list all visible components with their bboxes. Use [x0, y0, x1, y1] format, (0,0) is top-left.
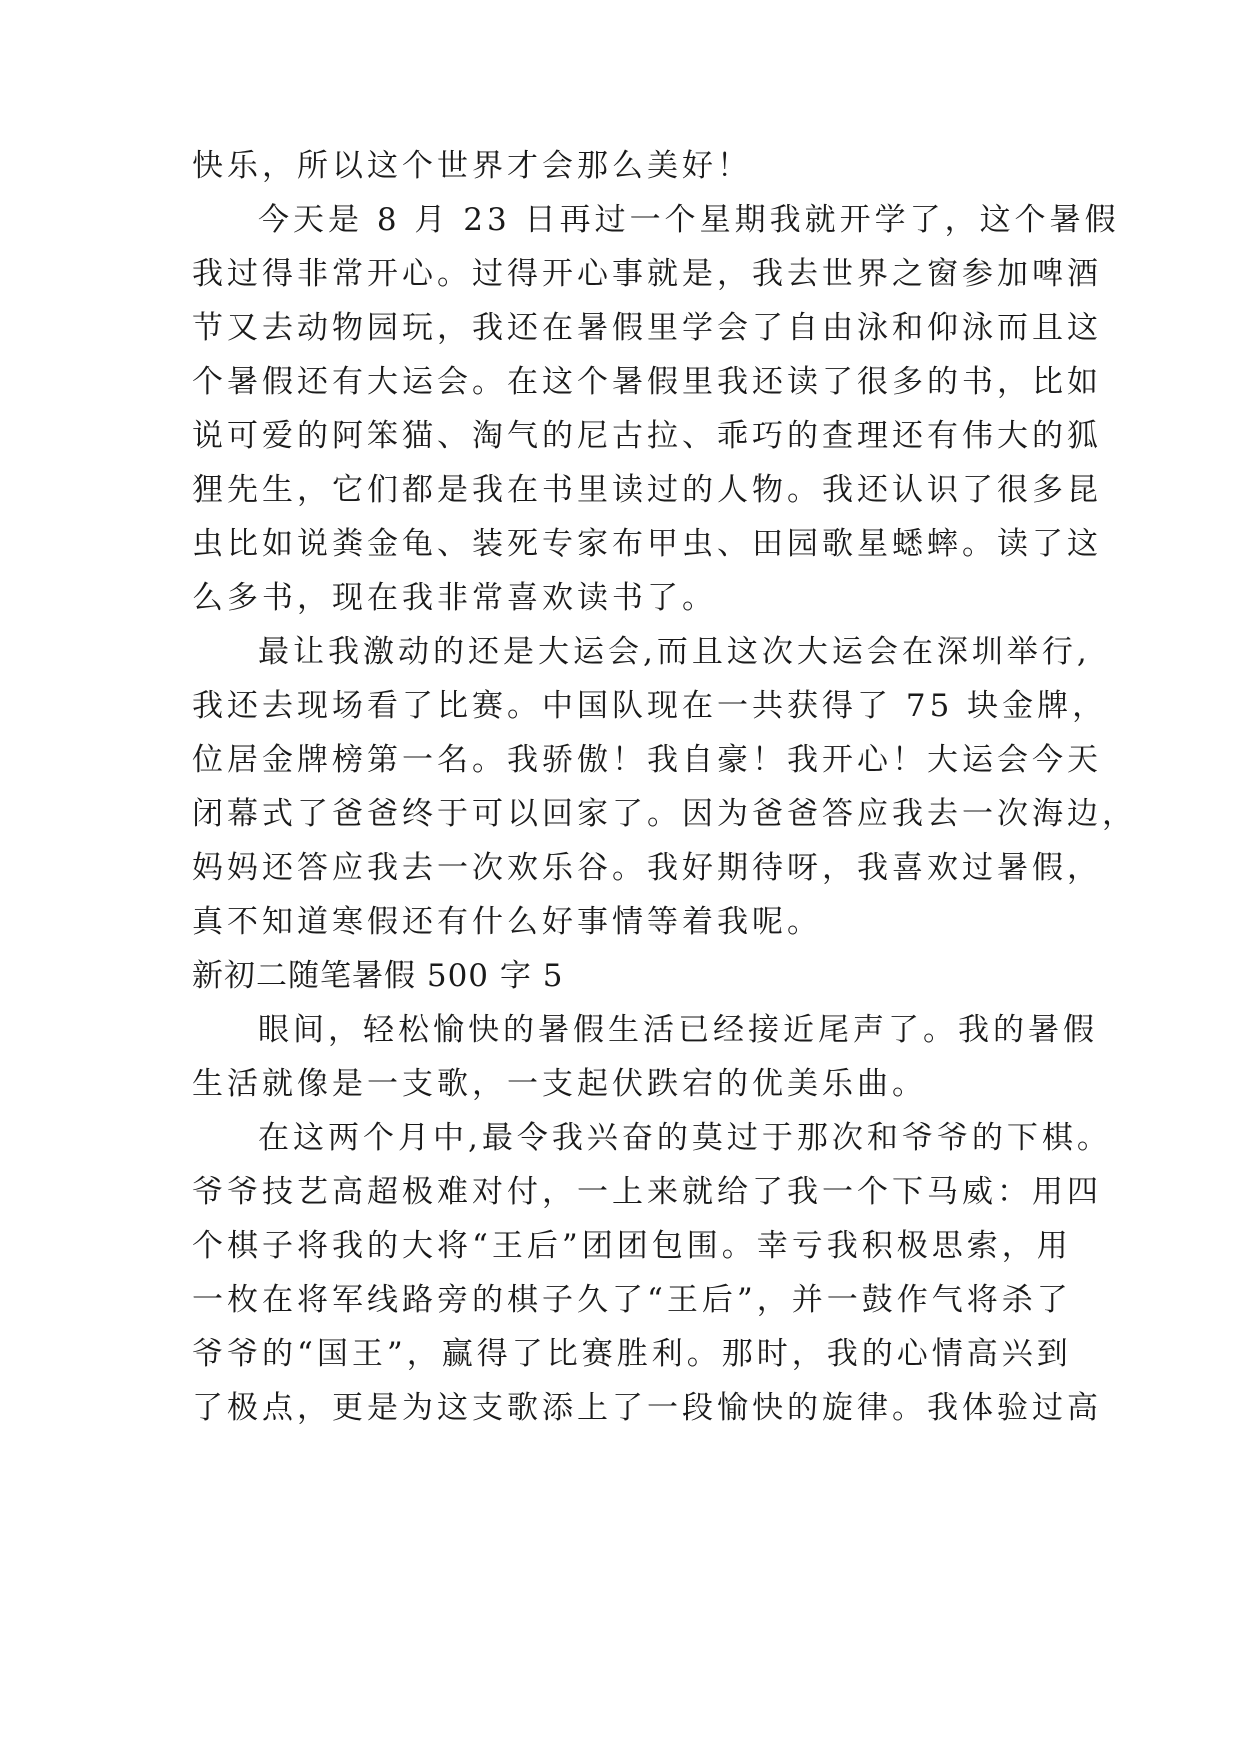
text-line: 位居金牌榜第一名。我骄傲！我自豪！我开心！大运会今天	[192, 742, 1102, 778]
paragraph-start: 今天是 8 月 23 日再过一个星期我就开学了，这个暑假	[258, 202, 1120, 238]
text-line: 快乐，所以这个世界才会那么美好！	[192, 148, 752, 184]
text-line: 了极点，更是为这支歌添上了一段愉快的旋律。我体验过高	[192, 1390, 1102, 1426]
text-line: 生活就像是一支歌，一支起伏跌宕的优美乐曲。	[192, 1066, 927, 1102]
text-line: 爷爷技艺高超极难对付，一上来就给了我一个下马威：用四	[192, 1174, 1102, 1210]
text-line: 狸先生，它们都是我在书里读过的人物。我还认识了很多昆	[192, 472, 1102, 508]
text-line: 我还去现场看了比赛。中国队现在一共获得了 75 块金牌，	[192, 688, 1108, 724]
section-heading: 新初二随笔暑假 500 字 5	[192, 958, 564, 994]
text-line: 妈妈还答应我去一次欢乐谷。我好期待呀，我喜欢过暑假，	[192, 850, 1102, 886]
text-line: 个棋子将我的大将“王后”团团包围。幸亏我积极思索，用	[192, 1228, 1072, 1264]
text-line: 爷爷的“国王”，赢得了比赛胜利。那时，我的心情高兴到	[192, 1336, 1072, 1372]
text-line: 个暑假还有大运会。在这个暑假里我还读了很多的书，比如	[192, 364, 1102, 400]
text-line: 么多书，现在我非常喜欢读书了。	[192, 580, 717, 616]
text-line: 一枚在将军线路旁的棋子久了“王后”，并一鼓作气将杀了	[192, 1282, 1072, 1318]
text-line: 闭幕式了爸爸终于可以回家了。因为爸爸答应我去一次海边，	[192, 796, 1137, 832]
text-line: 我过得非常开心。过得开心事就是，我去世界之窗参加啤酒	[192, 256, 1102, 292]
paragraph-start: 在这两个月中,最令我兴奋的莫过于那次和爷爷的下棋。	[258, 1120, 1112, 1156]
paragraph-start: 最让我激动的还是大运会,而且这次大运会在深圳举行,	[258, 634, 1091, 670]
text-line: 说可爱的阿笨猫、淘气的尼古拉、乖巧的查理还有伟大的狐	[192, 418, 1102, 454]
text-line: 节又去动物园玩，我还在暑假里学会了自由泳和仰泳而且这	[192, 310, 1102, 346]
paragraph-start: 眼间，轻松愉快的暑假生活已经接近尾声了。我的暑假	[258, 1012, 1098, 1048]
text-line: 真不知道寒假还有什么好事情等着我呢。	[192, 904, 822, 940]
text-line: 虫比如说粪金龟、装死专家布甲虫、田园歌星蟋蟀。读了这	[192, 526, 1102, 562]
